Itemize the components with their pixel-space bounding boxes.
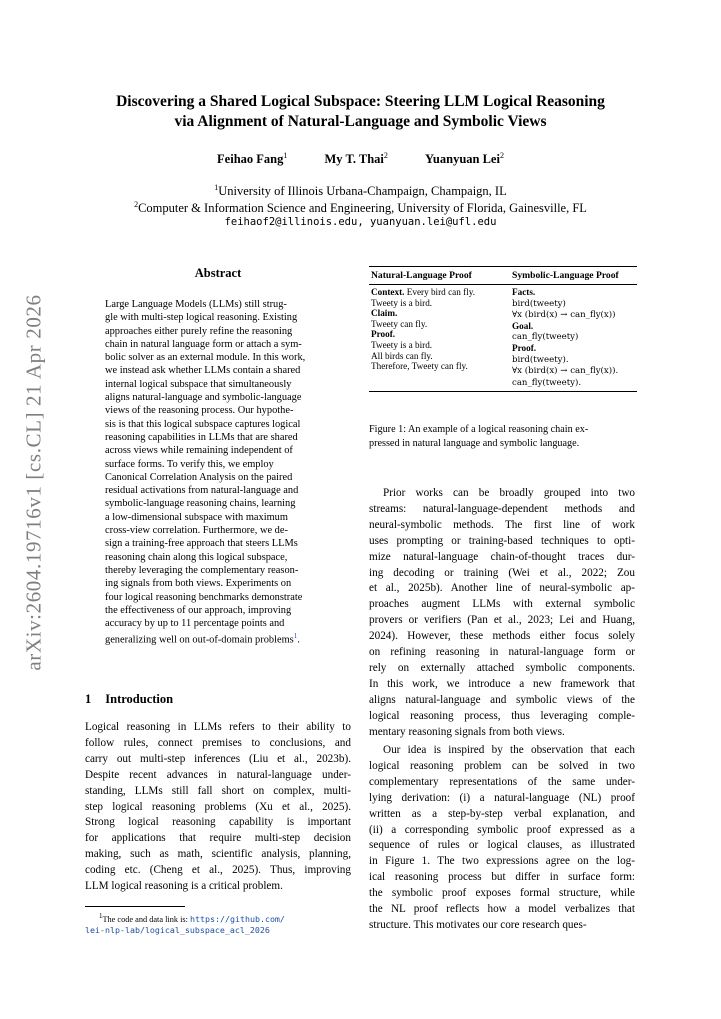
figure-header-row bbox=[369, 267, 637, 285]
author-list bbox=[0, 151, 721, 167]
abstract-line: sign a training-free approach that steers LLMs bbox=[105, 538, 298, 550]
abstract-line: Large Language Models (LLMs) still strug- bbox=[105, 299, 287, 310]
footnote-rule bbox=[85, 906, 185, 907]
proof-line: bird(tweety) bbox=[512, 298, 566, 309]
text-line: in Figure 1. The two expressions agree on the log- bbox=[369, 855, 635, 868]
author: Feihao Fang$^1$ bbox=[217, 151, 288, 167]
text-line: written as a step-by-step verbal explanation, and bbox=[369, 807, 635, 820]
abstract-line: approaches either purely refine the reasoning bbox=[105, 325, 293, 337]
abstract-line: surface forms. To verify this, we employ bbox=[105, 458, 274, 470]
text-line: coding etc. (Cheng et al., 2025). Thus, improving bbox=[85, 864, 351, 877]
text-line: making, such as math, scientific analysis, planning, bbox=[85, 848, 351, 861]
text-line: the NL proof reflects how a model verbalizes that bbox=[369, 903, 635, 916]
figure-header-symbolic: Symbolic-Language Proof bbox=[512, 270, 619, 281]
abstract-heading: Abstract bbox=[194, 266, 242, 280]
section-heading bbox=[85, 692, 173, 707]
text-line: Despite recent advances in natural-language under- bbox=[85, 768, 351, 781]
text-line: proaches augment LLMs with external symbolic bbox=[369, 598, 635, 611]
text-line: ical reasoning process but differ in surface form: bbox=[369, 871, 635, 884]
footnote: $^1$The code and data link is: https://github.com/ lei-nlp-lab/logical_subspace_acl_2026 bbox=[85, 913, 285, 935]
affiliation: $^1$University of Illinois Urbana-Champaign, Champaign, IL bbox=[214, 183, 507, 199]
code-link-continued[interactable]: lei-nlp-lab/logical_subspace_acl_2026 bbox=[85, 924, 270, 935]
text-line: follow rules, connect premises to conclusions, and bbox=[85, 736, 351, 749]
abstract-line: symbolic-language reasoning chains, learning bbox=[105, 498, 296, 510]
section-number: 1 bbox=[85, 692, 92, 706]
proof-line: Tweety can fly. bbox=[371, 318, 428, 329]
text-line: mize natural-language chain-of-thought traces dur- bbox=[369, 550, 635, 563]
proof-line: can_fly(tweety) bbox=[512, 332, 579, 343]
text-line: rely on externally attached symbolic components. bbox=[369, 661, 635, 674]
text-line: neural-symbolic methods. The first line of work bbox=[369, 518, 635, 531]
text-line: uses prompting or training-based techniques to opti- bbox=[369, 534, 635, 547]
abstract-line: generalizing well on out-of-domain problems bbox=[105, 634, 294, 646]
text-line: standing, LLMs still fall short on complex, multi- bbox=[85, 784, 351, 797]
intro-paragraph bbox=[85, 720, 351, 895]
proof-line: Tweety is a bird. bbox=[371, 339, 433, 350]
text-line: lying derivation: (i) a natural-language (NL) proof bbox=[369, 791, 635, 804]
body-paragraph bbox=[369, 486, 635, 741]
affiliation: $^2$Computer & Information Science and Engineering, University of Florida, Gainesville, FL bbox=[134, 200, 587, 216]
text-line: (ii) a corresponding symbolic proof expressed as a bbox=[369, 823, 635, 836]
text-line: aligns natural-language and symbolic views of the bbox=[369, 693, 635, 706]
figure-header-nl: Natural-Language Proof bbox=[371, 270, 472, 281]
abstract-line: aligns natural-language and symbolic-language bbox=[105, 392, 302, 404]
abstract-line: Canonical Correlation Analysis on the paired bbox=[105, 471, 293, 483]
author-emails: feihaof2@illinois.edu, yuanyuan.lei@ufl.edu bbox=[224, 216, 497, 228]
text-line: et al., 2025b). Another line of neural-symbolic ap- bbox=[369, 582, 635, 595]
abstract-line: chain in natural language form or attach a sym- bbox=[105, 338, 302, 350]
abstract-line: reasoning capabilities in LLMs that are shared bbox=[105, 431, 298, 443]
text-line: Logical reasoning in LLMs refers to their ability to bbox=[85, 721, 351, 733]
proof-line: bird(tweety). bbox=[512, 354, 569, 365]
paper-title bbox=[60, 92, 661, 132]
proof-line: ∀x (bird(x) → can_fly(x)) bbox=[512, 310, 616, 321]
abstract-line: residual activations from natural-language and bbox=[105, 485, 299, 497]
code-link[interactable]: https://github.com/ bbox=[190, 913, 285, 924]
abstract-line: four logical reasoning benchmarks demonstrate bbox=[105, 591, 303, 603]
text-line: sequence of rules or logical clauses, as illustrated bbox=[369, 839, 635, 852]
text-line: structure. This motivates our core research ques- bbox=[369, 918, 587, 931]
text-line: logical reasoning process, thus leveraging comple- bbox=[369, 709, 635, 722]
nl-proof-column bbox=[369, 287, 512, 388]
text-line: Our idea is inspired by the observation that each bbox=[383, 744, 635, 756]
author: Yuanyuan Lei$^2$ bbox=[425, 151, 504, 167]
footnote-mark[interactable]: 1 bbox=[293, 632, 298, 641]
abstract-line: gle with multi-step logical reasoning. Existing bbox=[105, 312, 298, 324]
text-line: In this work, we introduce a new framework that bbox=[369, 677, 635, 690]
proof-line: Proof. bbox=[512, 342, 537, 353]
section-title: Introduction bbox=[105, 692, 174, 706]
title-line: via Alignment of Natural-Language and Symbolic Views bbox=[174, 113, 547, 130]
text-line: ing decoding or training (Wei et al., 2022; Zou bbox=[369, 566, 635, 579]
abstract-line: sis is that this logical subspace captures logical bbox=[105, 418, 301, 430]
proof-line: Therefore, Tweety can fly. bbox=[371, 361, 468, 372]
abstract-line: cross-view correlation. Furthermore, we de- bbox=[105, 525, 288, 537]
abstract-line: internal logical subspace that simultaneously bbox=[105, 378, 292, 390]
abstract-line: views of the reasoning process. Our hypothe- bbox=[105, 405, 294, 417]
text-line: provers or verifiers (Pan et al., 2023; Lei and Huang, bbox=[369, 614, 635, 627]
abstract-line: a low-dimensional subspace with maximum bbox=[105, 511, 288, 523]
text-line: LLM logical reasoning is a critical problem. bbox=[85, 880, 283, 893]
text-line: complementary representations of the same under- bbox=[369, 775, 635, 788]
text-line: the symbolic proof exposes formal structure, while bbox=[369, 887, 635, 900]
text-line: for applications that require multi-step decision bbox=[85, 832, 351, 845]
text-line: Prior works can be broadly grouped into two bbox=[383, 487, 635, 499]
proof-line: All birds can fly. bbox=[371, 350, 433, 361]
text-line: step logical reasoning problems (Xu et al., 2025). bbox=[85, 800, 351, 813]
figure-1 bbox=[369, 266, 637, 392]
text-line: 2024). However, these methods either focus solely bbox=[369, 630, 635, 643]
text-line: logical reasoning problem can be solved in two bbox=[369, 759, 635, 772]
proof-line: Facts. bbox=[512, 287, 536, 297]
title-line: Discovering a Shared Logical Subspace: Steering LLM Logical Reasoning bbox=[116, 93, 605, 110]
proof-line: Proof. bbox=[371, 329, 396, 340]
abstract-line: ing signals from both views. Experiments on bbox=[105, 578, 292, 590]
abstract-line: bolic solver as an external module. In this work, bbox=[105, 352, 306, 364]
proof-line: can_fly(tweety). bbox=[512, 377, 582, 388]
abstract-body: Large Language Models (LLMs) still strug- gle with multi-step logical reasoning. Existing approaches either purely refine the reasoning chain in natural language form or attach a sym- bolic solver as an external module. In this work, we instead ask whether LLMs contain a shared internal logical subspace that simultaneously aligns natural-language and symbolic-language views of the reasoning process. Our hypothe- sis is that this logical subspace captures logical reasoning capabilities in LLMs that are shared across views while remaining independent of surface forms. To verify this, we employ Canonical Correlation Analysis on the paired residual activations from natural-language and symbolic-language reasoning chains, learning a low-dimensional subspace with maximum cross-view correlation. Furthermore, we de- sign a training-free approach that steers LLMs reasoning chain along this logical subspace, thereby leveraging the complementary reason- ing signals from both views. Experiments on four logical reasoning benchmarks demonstrate the effectiveness of our approach, improving accuracy by up to 11 percentage points and generalizing well on out-of-domain problems$^1$. bbox=[105, 298, 331, 647]
figure-caption: Figure 1: An example of a logical reasoning chain ex- pressed in natural language and symbolic language. bbox=[369, 424, 589, 449]
proof-line: Claim. bbox=[371, 308, 398, 319]
text-line: streams: natural-language-dependent methods and bbox=[369, 502, 635, 515]
text-line: mentary reasoning signals from both views. bbox=[369, 725, 565, 738]
abstract-line: reasoning chain along this logical subspace, bbox=[105, 551, 288, 563]
arxiv-stamp: arXiv:2604.19716v1 [cs.CL] 21 Apr 2026 bbox=[21, 294, 46, 671]
proof-line: ∀x (bird(x) → can_fly(x)). bbox=[512, 366, 619, 377]
abstract-line: across views while remaining independent of bbox=[105, 445, 293, 457]
proof-line: Context. Every bird can fly. bbox=[371, 287, 476, 297]
abstract-line: thereby leveraging the complementary reason- bbox=[105, 564, 299, 576]
text-line: on refining reasoning in natural-language form or bbox=[369, 646, 635, 659]
proof-line: Goal. bbox=[512, 320, 534, 331]
abstract-line: the effectiveness of our approach, improving bbox=[105, 604, 292, 616]
body-paragraph bbox=[369, 743, 635, 934]
abstract-line: we instead ask whether LLMs contain a shared bbox=[105, 365, 301, 377]
abstract-line: accuracy by up to 11 percentage points and bbox=[105, 618, 285, 630]
text-line: carry out multi-step inferences (Liu et al., 2023b). bbox=[85, 752, 351, 765]
proof-line: Tweety is a bird. bbox=[371, 297, 433, 308]
author: My T. Thai$^2$ bbox=[324, 151, 388, 167]
text-line: Strong logical reasoning capability is important bbox=[85, 816, 351, 829]
symbolic-proof-column bbox=[512, 287, 637, 388]
